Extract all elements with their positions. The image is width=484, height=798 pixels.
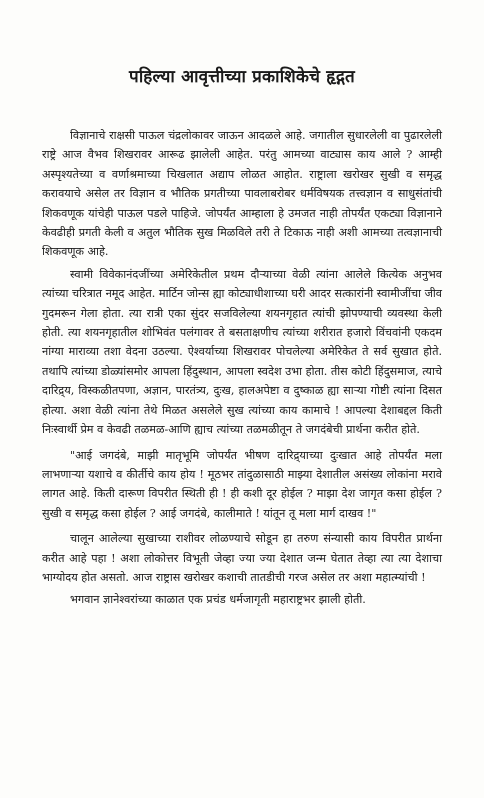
prayer-quote: "आई जगदंबे, माझी मातृभूमि जोपर्यंत भीषण दारिद्र्याच्या दुःखात आहे तोपर्यंत मला लाभणाऱ्या यशाचे व कीर्तीचे काय होय ! मूठभर तांदुळासाठी माझ्या देशातील असंख्य लोकांना मरावे लागत आहे. किती दारूण विपरीत स्थिती ही ! ही कशी दूर होईल ? माझा देश जागृत कसा होईल ? सुखी व समृद्ध कसा होईल ? आई जगदंबे, कालीमाते ! यांतून तू मला मार्ग दाखव !"	[42, 448, 442, 520]
paragraph-4: चालून आलेल्या सुखाच्या राशीवर लोळण्याचे सोडून हा तरुण संन्यासी काय विपरीत प्रार्थना करीत आहे पहा ! अशा लोकोत्तर विभूती जेव्हा ज्या ज्या देशात जन्म घेतात तेव्हा त्या त्या देशाचा भाग्योदय होत असतो. आज राष्ट्रास खरोखर कशाची तातडीची गरज असेल तर अशा महात्म्यांची !	[42, 532, 442, 584]
page-title: पहिल्या आवृत्तीच्या प्रकाशिकेचे हृद्गत	[129, 67, 355, 87]
body-text	[42, 126, 442, 613]
title-block	[40, 64, 444, 87]
paragraph-1: विज्ञानाचे राक्षसी पाऊल चंद्रलोकावर जाऊन आदळले आहे. जगातील सुधारलेली वा पुढारलेली राष्ट्रे आज वैभव शिखरावर आरूढ झालेली आहेत. परंतु आमच्या वाट्यास काय आले ? आम्ही अस्पृश्यतेच्या व वर्णाश्रमाच्या चिखलात अद्याप लोळत आहोत. राष्ट्राला खरोखर सुखी व समृद्ध करावयाचे असेल तर विज्ञान व भौतिक प्रगतीच्या पावलाबरोबर धर्मविषयक तत्त्वज्ञान व साधुसंतांची शिकवणूक यांचेही पाऊल पडले पाहिजे. जोपर्यंत आम्हाला हे उमजत नाही तोपर्यंत एकट्या विज्ञानाने केवढीही प्रगती केली व अतुल भौतिक सुख मिळविले तरी ते टिकाऊ नाही अशी आमच्या तत्वज्ञानाची शिकवणूक आहे.	[42, 129, 442, 259]
paragraph-2: स्वामी विवेकानंदजींच्या अमेरिकेतील प्रथम दौऱ्याच्या वेळी त्यांना आलेले कित्येक अनुभव त्यांच्या चरित्रात नमूद आहेत. मार्टिन जोन्स ह्या कोट्याधीशाच्या घरी आदर सत्कारांनी स्वामीजींचा जीव गुदमरून गेला होता. त्या रात्री एका सुंदर सजविलेल्या शयनगृहात त्यांची झोपण्याची व्यवस्था केली होती. त्या शयनगृहातील शोभिवंत पलंगावर ते बसताक्षणीच त्यांच्या शरीरात हजारो विंचवांनी एकदम नांग्या माराव्या तशा वेदना उठल्या. ऐश्वर्याच्या शिखरावर पोचलेल्या अमेरिकेत ते सर्व सुखात होते. तथापि त्यांच्या डोळ्यांसमोर आपला हिंदुस्थान, आपला स्वदेश उभा होता. तीस कोटी हिंदुसमाज, त्याचे दारिद्र्य, विस्कळीतपणा, अज्ञान, पारतंत्र्य, दुःख, हालअपेष्टा व दुष्काळ ह्या साऱ्या गोष्टी त्यांना दिसत होत्या. अशा वेळी त्यांना तेथे मिळत असलेले सुख त्यांच्या काय कामाचे ! आपल्या देशाबद्दल किती निःस्वार्थी प्रेम व केवढी तळमळ-आणि ह्याच त्यांच्या तळमळीतून ते जगदंबेची प्रार्थना करीत होते.	[42, 267, 442, 437]
paragraph-5: भगवान ज्ञानेश्वरांच्या काळात एक प्रचंड धर्मजागृती महाराष्ट्रभर झाली होती.	[70, 593, 366, 607]
